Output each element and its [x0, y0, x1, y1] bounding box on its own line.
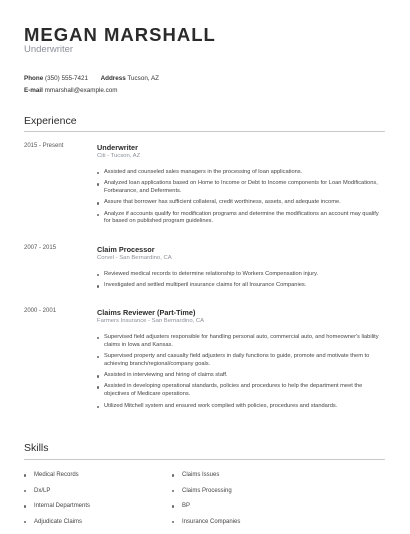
- skills-column-2: [172, 472, 240, 534]
- job-bullet: Utilized Mitchell system and ensured work complied with policies, procedures and standards.: [97, 403, 385, 411]
- email-value: mmarshall@example.com: [44, 87, 118, 94]
- job-title: Underwriter: [24, 44, 74, 55]
- job-company: Farmers Insurance - San Bernardino, CA: [97, 318, 205, 324]
- job-bullet: Supervised field adjusters responsible for handling personal auto, commercial auto, and homeowner's liability claims in Iowa and Kansas.: [97, 334, 385, 350]
- job-bullet: Analyzed loan applications based on Home to Income or Debt to Income components for Loan Modifications, Forbearance, and Deferments.: [97, 180, 385, 196]
- skill-item: Adjudicate Claims: [24, 519, 90, 526]
- applicant-name: MEGAN MARSHALL: [24, 24, 216, 45]
- job-bullet: Assisted in developing operational standards, policies and procedures to help the department meet the objectives of Medicare operations.: [97, 383, 385, 399]
- job-dates: 2007 - 2015: [24, 245, 57, 251]
- job-bullet: Analyze if accounts qualify for modification programs and determine the modifications an account may qualify for based on published program guidelines.: [97, 211, 385, 227]
- job-bullet: Assisted in interviewing and hiring of claims staff.: [97, 372, 385, 380]
- experience-divider: [24, 131, 385, 132]
- skill-item: Claims Issues: [172, 472, 240, 479]
- experience-heading: Experience: [24, 115, 77, 127]
- job-role: Claim Processor: [97, 245, 155, 254]
- skills-heading: Skills: [24, 442, 49, 454]
- skill-item: BP: [172, 503, 240, 510]
- contact-line-2: [24, 87, 118, 94]
- phone-value: (350) 555-7421: [45, 75, 89, 82]
- job-bullet: Supervised property and casualty field adjusters in daily functions to guide, promote and motivate them to achieving branch/regional/company goals.: [97, 353, 385, 369]
- job-role: Underwriter: [97, 143, 138, 152]
- job-bullet: Assisted and counseled sales managers in the processing of loan applications.: [97, 169, 385, 177]
- email-label: E-mail: [24, 87, 43, 94]
- job-bullets: [97, 271, 385, 290]
- job-bullet: Assure that borrower has sufficient collateral, credit worthiness, assets, and adequate income.: [97, 199, 385, 207]
- skill-item: Dx/LP: [24, 488, 90, 495]
- contact-line-1: [24, 75, 159, 82]
- job-dates: 2015 - Present: [24, 143, 64, 149]
- skills-column-1: [24, 472, 90, 534]
- job-bullets: [97, 169, 385, 226]
- job-bullet: Investigated and settled multiperil insurance claims for all Insurance Companies.: [97, 282, 385, 290]
- skill-item: Medical Records: [24, 472, 90, 479]
- job-bullets: [97, 334, 385, 410]
- phone-label: Phone: [24, 75, 44, 82]
- skill-item: Claims Processing: [172, 488, 240, 495]
- address-label: Address: [100, 75, 126, 82]
- skill-item: Internal Departments: [24, 503, 90, 510]
- address-value: Tucson, AZ: [127, 75, 160, 82]
- job-company: Corvel - San Bernardino, CA: [97, 255, 172, 261]
- skill-item: Insurance Companies: [172, 519, 240, 526]
- job-dates: 2000 - 2001: [24, 308, 57, 314]
- job-company: Citi - Tucson, AZ: [97, 153, 141, 159]
- job-bullet: Reviewed medical records to determine relationship to Workers Compensation injury.: [97, 271, 385, 279]
- skills-divider: [24, 459, 385, 460]
- job-role: Claims Reviewer (Part-Time): [97, 308, 196, 317]
